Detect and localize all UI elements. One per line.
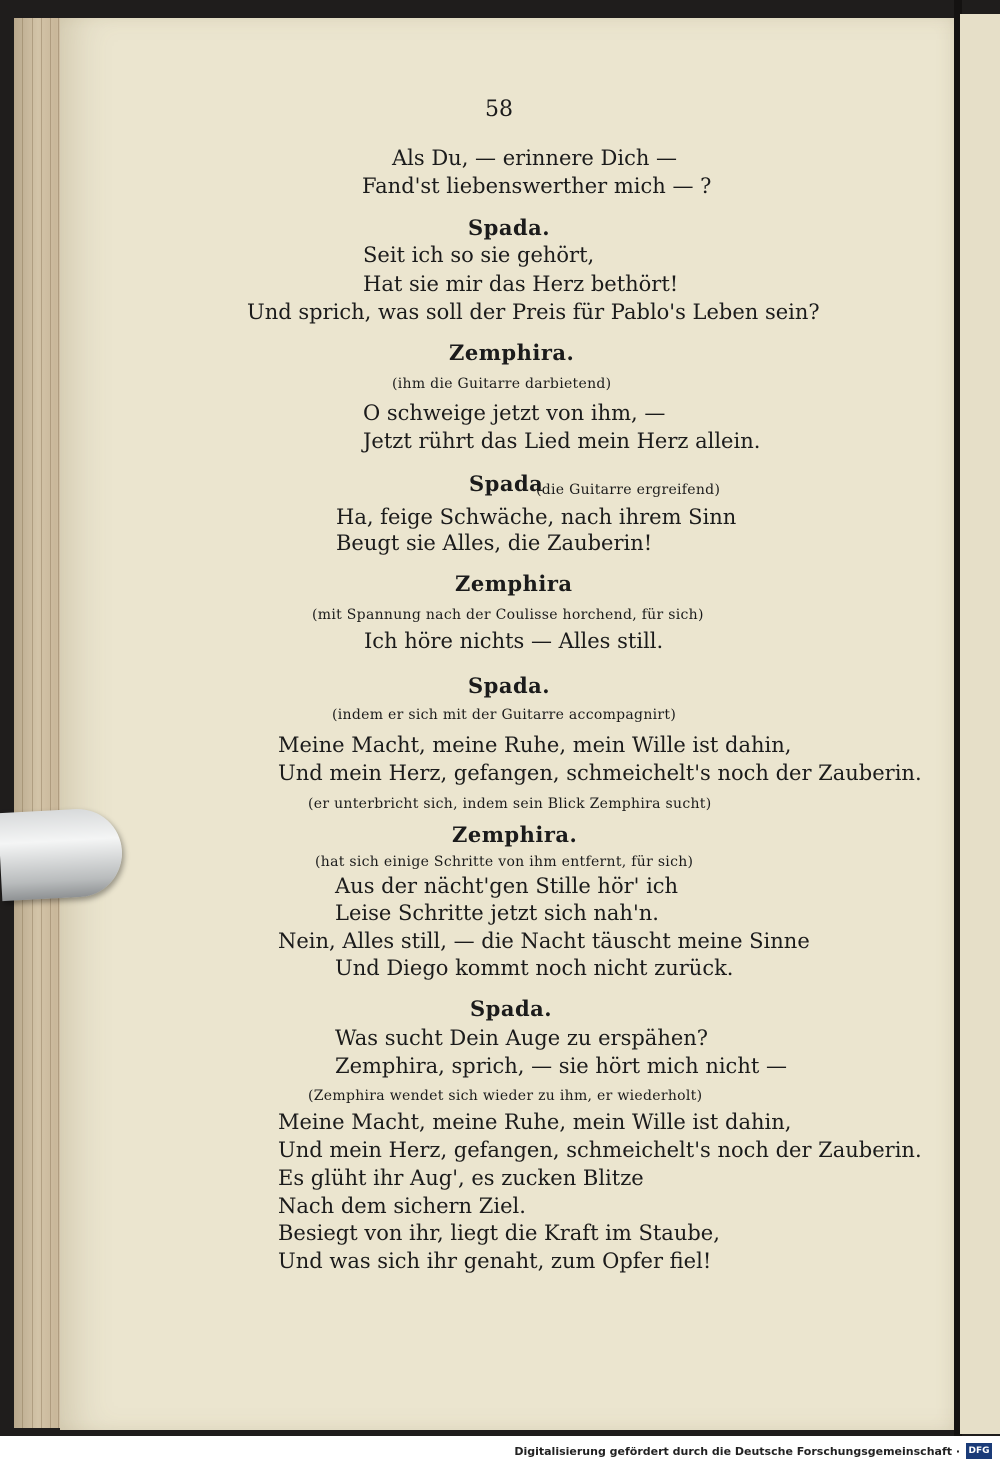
stage-direction: (ihm die Guitarre darbietend) — [392, 376, 612, 392]
verse-line: Ich höre nichts — Alles still. — [364, 629, 664, 653]
verse-line: Nach dem sichern Ziel. — [278, 1194, 526, 1218]
verse-line: Und was sich ihr genaht, zum Opfer fiel! — [278, 1249, 712, 1273]
speaker-name: Spada. — [468, 673, 551, 698]
verse-line: Hat sie mir das Herz bethört! — [363, 272, 679, 296]
verse-line: Meine Macht, meine Ruhe, mein Wille ist dahin, — [278, 1110, 792, 1134]
speaker-name: Zemphira. — [452, 822, 578, 847]
speaker-name: Zemphira. — [449, 340, 575, 365]
verse-line: Es glüht ihr Aug', es zucken Blitze — [278, 1166, 644, 1190]
stage-direction: (hat sich einige Schritte von ihm entfernt, für sich) — [315, 854, 694, 870]
verse-line: Beugt sie Alles, die Zauberin! — [336, 531, 653, 555]
verse-line: Was sucht Dein Auge zu erspähen? — [335, 1026, 709, 1050]
stage-direction: (die Guitarre ergreifend) — [536, 482, 721, 498]
stage-direction: (indem er sich mit der Guitarre accompagnirt) — [332, 707, 677, 723]
verse-line: Ha, feige Schwäche, nach ihrem Sinn — [336, 505, 737, 529]
verse-line: Nein, Alles still, — die Nacht täuscht meine Sinne — [278, 929, 810, 953]
verse-line: Fand'st liebenswerther mich — ? — [362, 174, 712, 198]
stage-direction: (mit Spannung nach der Coulisse horchend, für sich) — [312, 607, 704, 623]
verse-line: Jetzt rührt das Lied mein Herz allein. — [363, 429, 761, 453]
verse-line: Und mein Herz, gefangen, schmeichelt's noch der Zauberin. — [278, 1138, 922, 1162]
stage-direction: (er unterbricht sich, indem sein Blick Zemphira sucht) — [308, 796, 712, 812]
speaker-name: Spada. — [470, 996, 553, 1021]
speaker-name: Spada. — [468, 215, 551, 240]
verse-line: O schweige jetzt von ihm, — — [363, 401, 666, 425]
verse-line: Seit ich so sie gehört, — [363, 243, 595, 267]
footer-credit: Digitalisierung gefördert durch die Deutsche Forschungsgemeinschaft · — [514, 1445, 960, 1458]
stage-direction: (Zemphira wendet sich wieder zu ihm, er wiederholt) — [308, 1088, 703, 1104]
speaker-name: Zemphira — [455, 571, 573, 596]
page-number: 58 — [485, 97, 513, 122]
verse-line: Meine Macht, meine Ruhe, mein Wille ist dahin, — [278, 733, 792, 757]
verse-line: Besiegt von ihr, liegt die Kraft im Staube, — [278, 1221, 720, 1245]
metal-clip — [0, 807, 124, 901]
verse-line: Aus der nächt'gen Stille hör' ich — [335, 874, 679, 898]
next-page-edge — [960, 14, 1000, 1434]
verse-line: Und Diego kommt noch nicht zurück. — [335, 956, 734, 980]
verse-line: Zemphira, sprich, — sie hört mich nicht — — [335, 1054, 787, 1078]
verse-line: Leise Schritte jetzt sich nah'n. — [335, 901, 659, 925]
verse-line: Als Du, — erinnere Dich — — [392, 146, 678, 170]
verse-line: Und mein Herz, gefangen, schmeichelt's noch der Zauberin. — [278, 761, 922, 785]
dfg-logo: DFG — [966, 1443, 992, 1459]
speaker-name: Spada — [469, 471, 544, 496]
verse-line: Und sprich, was soll der Preis für Pablo's Leben sein? — [247, 300, 820, 324]
